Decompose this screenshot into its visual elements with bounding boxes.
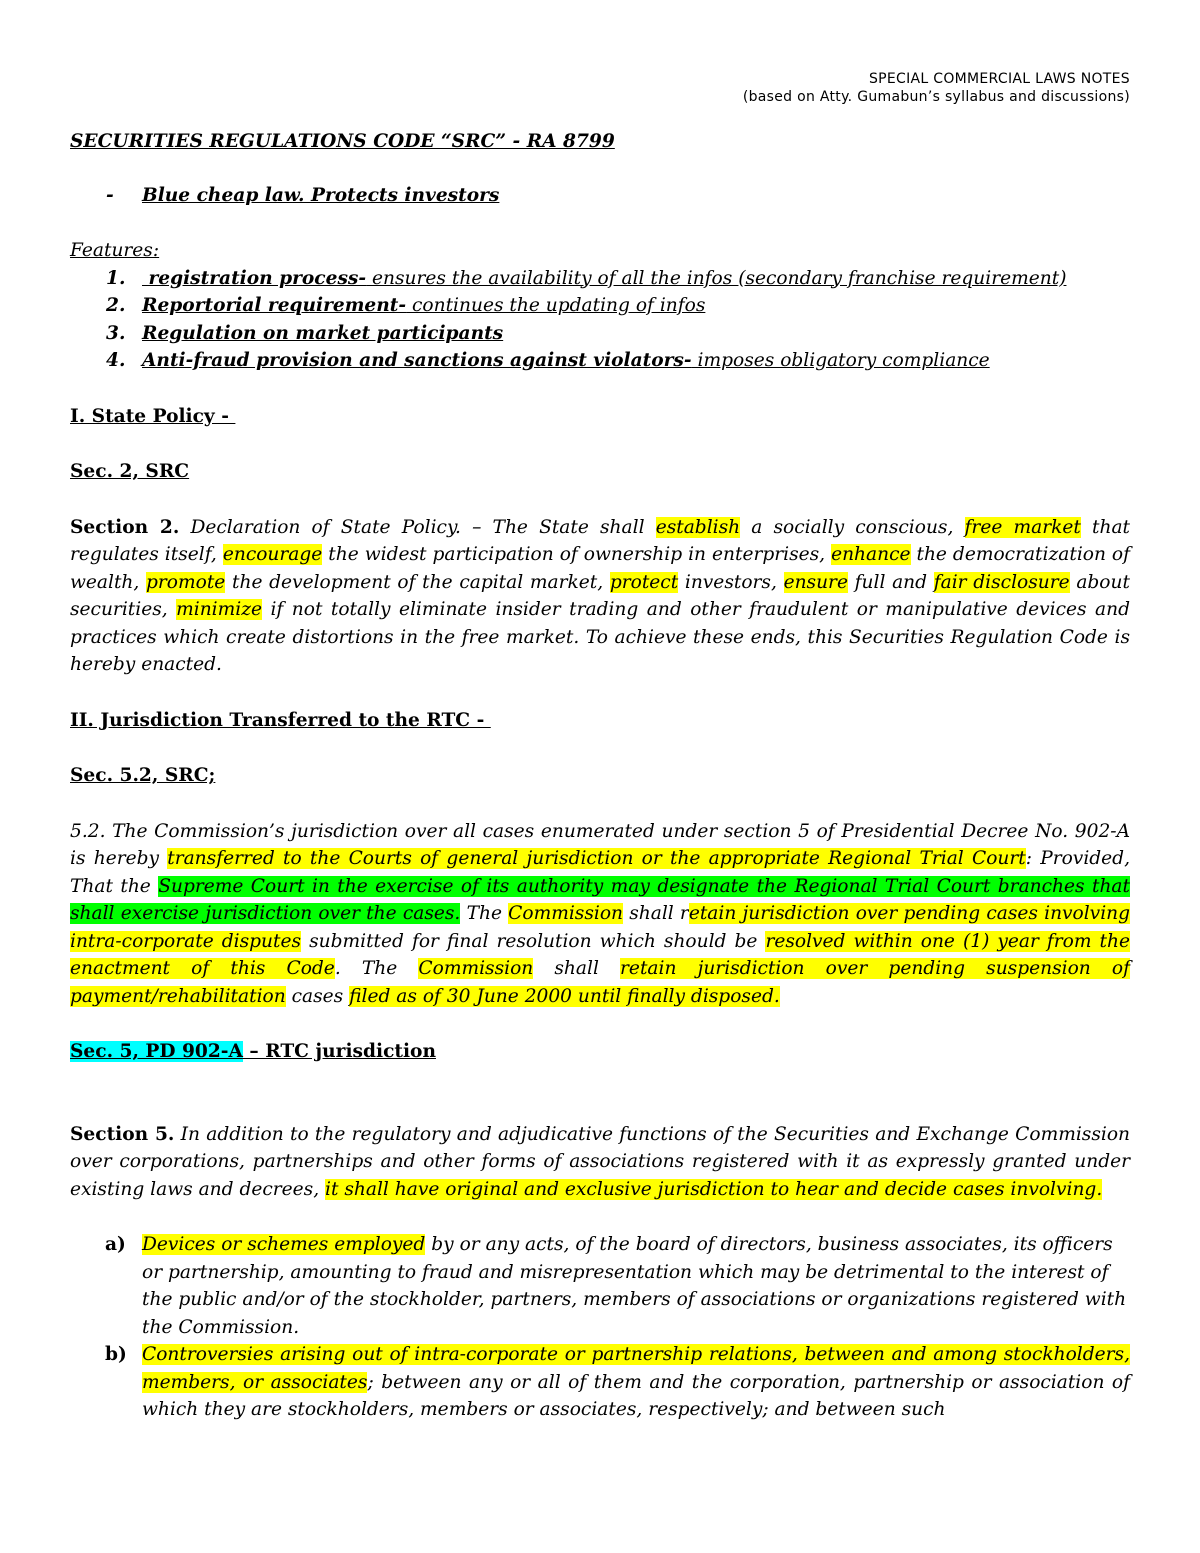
text-run: a socially conscious, bbox=[740, 516, 965, 538]
jurisdiction-items bbox=[70, 1231, 1130, 1424]
text-run: Declaration of State Policy. – The State shall bbox=[179, 516, 656, 538]
section-5-2-paragraph bbox=[70, 818, 1130, 1011]
highlight: Devices or schemes employed bbox=[142, 1234, 426, 1255]
feature-title: Anti-fraud provision and sanctions against violators- bbox=[142, 350, 692, 371]
highlight: promote bbox=[146, 571, 226, 593]
text-run: about securities, bbox=[70, 571, 1130, 620]
feature-desc: ensures the availability of all the infos (secondary franchise requirement) bbox=[366, 267, 1067, 289]
highlight: protect bbox=[609, 571, 679, 593]
header-subtitle: (based on Atty. Gumabun’s syllabus and discussions) bbox=[742, 89, 1130, 105]
list-item bbox=[70, 292, 1130, 320]
text-run: if not totally eliminate insider trading and other fraudulent or manipulative devices and practices which create distortions in the free market. To achieve these ends, this Securities Regulation Code is hereby enacted. bbox=[70, 599, 1130, 675]
section-5-paragraph bbox=[70, 1121, 1130, 1204]
feature-title: registration process- bbox=[142, 267, 367, 289]
list-number: 2. bbox=[106, 295, 126, 316]
section-ii-ref: Sec. 5.2, SRC; bbox=[70, 765, 216, 786]
text-run: cases bbox=[285, 985, 350, 1007]
list-item bbox=[70, 1341, 1130, 1424]
text-run: the development of the capital market, bbox=[225, 571, 610, 593]
section-2-paragraph bbox=[70, 514, 1130, 679]
highlight: minimize bbox=[176, 599, 263, 620]
bullet-dash: - bbox=[106, 184, 114, 206]
section-label: Section 5. bbox=[70, 1123, 175, 1145]
list-item bbox=[70, 265, 1130, 293]
text-run: The bbox=[460, 903, 509, 924]
text-run: 5.2. The Commission’s jurisdiction over all cases enumerated under section 5 of Presidential Decree No. 902-A is hereby bbox=[70, 820, 1130, 869]
text-run: In addition to the regulatory and adjudicative functions of the Securities and Exchange Commission over corporations, partnerships and other forms of associations registered with it as expressly granted under existing laws and decrees, bbox=[70, 1123, 1130, 1200]
highlight: Commission bbox=[418, 958, 534, 979]
feature-desc: imposes obligatory compliance bbox=[691, 350, 990, 371]
page-header bbox=[743, 70, 1130, 106]
features-heading: Features: bbox=[70, 240, 160, 261]
list-number: 4. bbox=[106, 350, 126, 371]
highlight: etain jurisdiction over pending cases involving intra-corporate disputes bbox=[70, 903, 1131, 952]
item-label: a) bbox=[105, 1234, 126, 1255]
text-run: investors, bbox=[678, 571, 784, 593]
item-text bbox=[142, 1231, 1130, 1341]
highlight: resolved within one (1) year from the enactment of this Code bbox=[70, 930, 1130, 979]
feature-title: Reportorial requirement- bbox=[142, 295, 407, 316]
document-body bbox=[70, 128, 1130, 1424]
text-run: full and bbox=[847, 571, 934, 593]
list-item bbox=[70, 347, 1130, 375]
highlight: establish bbox=[655, 516, 741, 538]
document-title: SECURITIES REGULATIONS CODE “SRC” - RA 8799 bbox=[70, 131, 615, 152]
text-run: submitted for final resolution which should be bbox=[301, 930, 766, 952]
highlight: transferred to the Courts of general jurisdiction or the appropriate Regional Trial Court bbox=[167, 848, 1026, 869]
highlight: Commission bbox=[508, 903, 624, 924]
highlight: free market bbox=[964, 516, 1081, 538]
text-run: the democratization of wealth, bbox=[70, 544, 1130, 593]
pd-ref-highlight: Sec. 5, PD 902-A bbox=[70, 1041, 243, 1062]
list-number: 3. bbox=[106, 322, 126, 344]
features-list bbox=[70, 265, 1130, 375]
text-run: : Provided, That the bbox=[70, 848, 1130, 897]
feature-title: Regulation on market participants bbox=[142, 322, 504, 344]
text-run: by or any acts, of the board of directors, business associates, its officers or partnership, amounting to fraud and misrepresentation which may be detrimental to the interest of the public and/or of the stockholder, partners, members of associations or organizations registered with the Commission. bbox=[142, 1234, 1127, 1338]
list-number: 1. bbox=[106, 267, 126, 289]
item-label: b) bbox=[105, 1344, 127, 1365]
section-label: Section 2. bbox=[70, 516, 180, 538]
item-text bbox=[142, 1341, 1130, 1424]
highlight: filed as of 30 June 2000 until finally disposed. bbox=[349, 985, 780, 1007]
highlight-green: Supreme Court in the exercise of its authority may designate the Regional Trial Court branches that shall exercise jurisdiction over the cases. bbox=[70, 875, 1130, 924]
intro-bullet-text: Blue cheap law. Protects investors bbox=[142, 184, 500, 206]
text-run: that regulates itself, bbox=[70, 516, 1131, 565]
highlight: enhance bbox=[831, 544, 911, 565]
highlight: encourage bbox=[222, 544, 323, 565]
list-item bbox=[70, 320, 1130, 348]
pd-ref-rest: – RTC jurisdiction bbox=[242, 1041, 436, 1062]
text-run: ; between any or all of them and the corporation, partnership or association of which they are stockholders, members or associates, respectively; and between such bbox=[142, 1371, 1131, 1420]
header-title: SPECIAL COMMERCIAL LAWS NOTES bbox=[868, 71, 1130, 87]
text-run: shall r bbox=[623, 903, 689, 924]
text-run: the widest participation of ownership in enterprises, bbox=[322, 544, 832, 565]
intro-bullet bbox=[70, 182, 1130, 210]
text-run: . The bbox=[334, 958, 419, 979]
text-run: shall bbox=[533, 958, 621, 979]
list-item bbox=[70, 1231, 1130, 1341]
highlight: fair disclosure bbox=[933, 571, 1070, 593]
highlight: it shall have original and exclusive jurisdiction to hear and decide cases involving. bbox=[325, 1178, 1103, 1200]
highlight: retain jurisdiction over pending suspension of payment/rehabilitation bbox=[70, 958, 1130, 1007]
highlight: Controversies arising out of intra-corporate or partnership relations, between and among stockholders, members, or associates bbox=[142, 1344, 1130, 1393]
feature-desc: continues the updating of infos bbox=[406, 295, 706, 316]
section-pd-ref bbox=[70, 1038, 1130, 1066]
highlight: ensure bbox=[783, 571, 848, 593]
section-i-heading: I. State Policy - bbox=[70, 405, 236, 427]
section-i-ref: Sec. 2, SRC bbox=[70, 461, 190, 482]
section-ii-heading: II. Jurisdiction Transferred to the RTC - bbox=[70, 709, 491, 731]
